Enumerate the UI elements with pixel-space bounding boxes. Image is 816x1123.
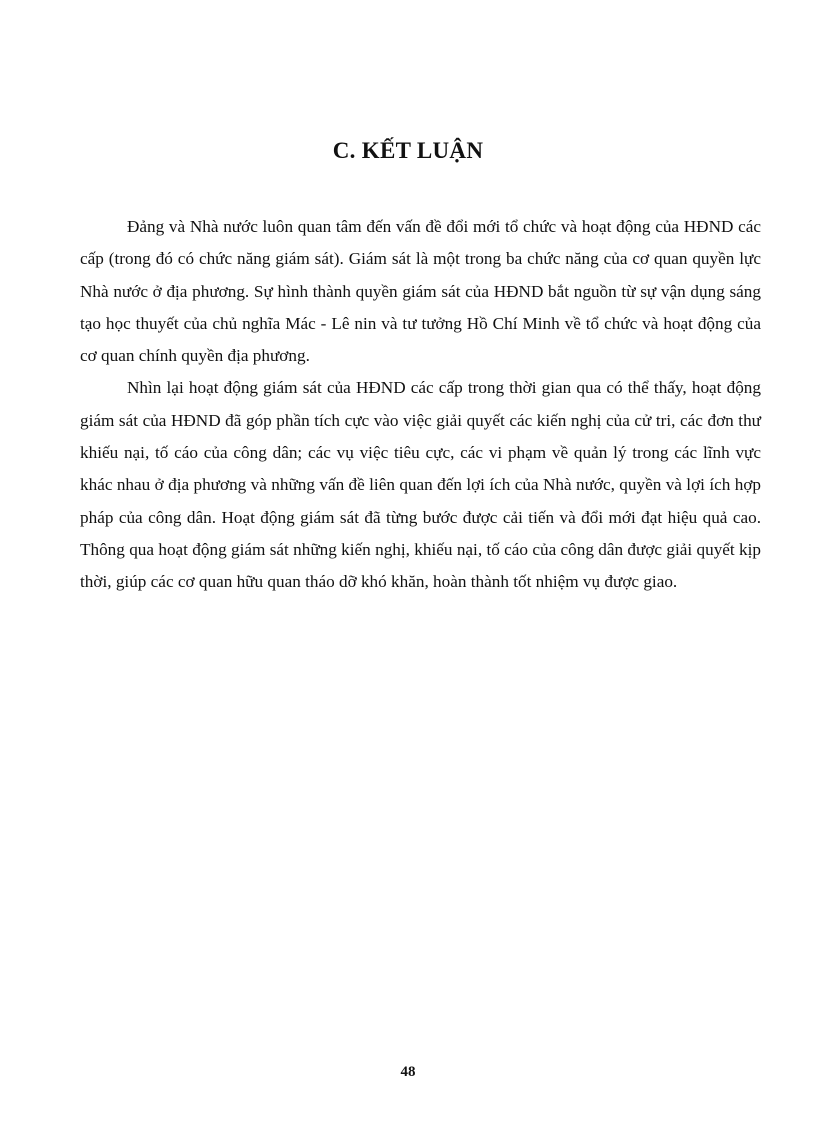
paragraph-1: Đảng và Nhà nước luôn quan tâm đến vấn đề đổi mới tổ chức và hoạt động của HĐND các cấp (trong đó có chức năng giám sát). Giám sát là một trong ba chức năng của cơ quan quyền lực Nhà nước ở địa phương. Sự hình thành quyền giám sát của HĐND bắt nguồn từ sự vận dụng sáng tạo học thuyết của chủ nghĩa Mác - Lê nin và tư tưởng Hồ Chí Minh về tổ chức và hoạt động của cơ quan chính quyền địa phương. bbox=[80, 217, 761, 366]
page-number: 48 bbox=[400, 1064, 416, 1080]
body-text bbox=[80, 211, 761, 599]
section-heading: C. KẾT LUẬN bbox=[332, 138, 484, 163]
paragraph-2: Nhìn lại hoạt động giám sát của HĐND các cấp trong thời gian qua có thể thấy, hoạt động giám sát của HĐND đã góp phần tích cực vào việc giải quyết các kiến nghị của cử tri, các đơn thư khiếu nại, tố cáo của công dân; các vụ việc tiêu cực, các vi phạm về quản lý trong các lĩnh vực khác nhau ở địa phương và những vấn đề liên quan đến lợi ích của Nhà nước, quyền và lợi ích hợp pháp của công dân. Hoạt động giám sát đã từng bước được cải tiến và đổi mới đạt hiệu quả cao. Thông qua hoạt động giám sát những kiến nghị, khiếu nại, tố cáo của công dân được giải quyết kịp thời, giúp các cơ quan hữu quan tháo dỡ khó khăn, hoàn thành tốt nhiệm vụ được giao. bbox=[80, 378, 761, 592]
